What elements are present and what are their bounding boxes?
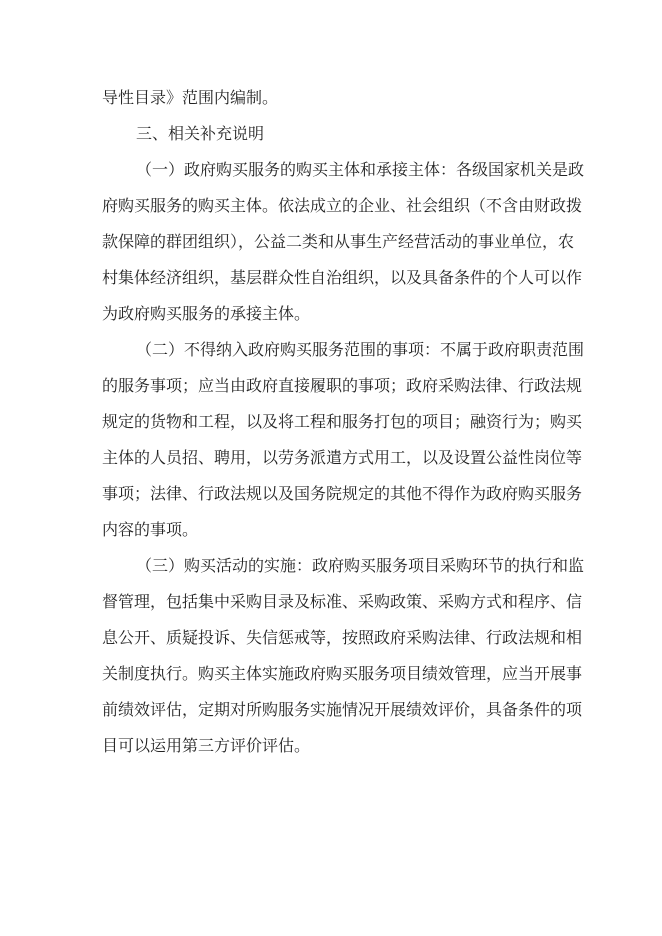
text-line: 目可以运用第三方评价评估。 [102, 736, 311, 755]
paragraph [102, 332, 585, 548]
document-page [102, 80, 585, 764]
text-line: 的服务事项；应当由政府直接履职的事项；政府采购法律、行政法规 [102, 376, 583, 395]
text-line: 为政府购买服务的承接主体。 [102, 304, 311, 323]
text-line: 内容的事项。 [102, 520, 199, 539]
text-line: 前绩效评估，定期对所购服务实施情况开展绩效评价，具备条件的项 [102, 700, 583, 719]
text-line: 府购买服务的购买主体。依法成立的企业、社会组织（不含由财政拨 [102, 196, 583, 215]
paragraph [102, 116, 563, 152]
paragraph [102, 152, 585, 332]
text-line: 导性目录》范围内编制。 [102, 88, 279, 107]
text-line: 三、相关补充说明 [136, 124, 265, 143]
text-line: 息公开、质疑投诉、失信惩戒等，按照政府采购法律、行政法规和相 [102, 628, 583, 647]
paragraph [102, 80, 563, 116]
text-line: 款保障的群团组织），公益二类和从事生产经营活动的事业单位，农 [102, 232, 575, 251]
text-line: 事项；法律、行政法规以及国务院规定的其他不得作为政府购买服务 [102, 484, 583, 503]
text-line: 村集体经济组织，基层群众性自治组织，以及具备条件的个人可以作 [102, 268, 583, 287]
text-line: 督管理，包括集中采购目录及标准、采购政策、采购方式和程序、信 [102, 592, 583, 611]
text-line: （二）不得纳入政府购买服务范围的事项：不属于政府职责范围 [136, 340, 585, 359]
text-line: 主体的人员招、聘用，以劳务派遣方式用工，以及设置公益性岗位等 [102, 448, 583, 467]
text-line: 规定的货物和工程，以及将工程和服务打包的项目；融资行为；购买 [102, 412, 583, 431]
text-line: （三）购买活动的实施：政府购买服务项目采购环节的执行和监 [136, 556, 585, 575]
paragraph [102, 548, 585, 764]
text-line: （一）政府购买服务的购买主体和承接主体：各级国家机关是政 [136, 160, 585, 179]
text-line: 关制度执行。购买主体实施政府购买服务项目绩效管理，应当开展事 [102, 664, 583, 683]
